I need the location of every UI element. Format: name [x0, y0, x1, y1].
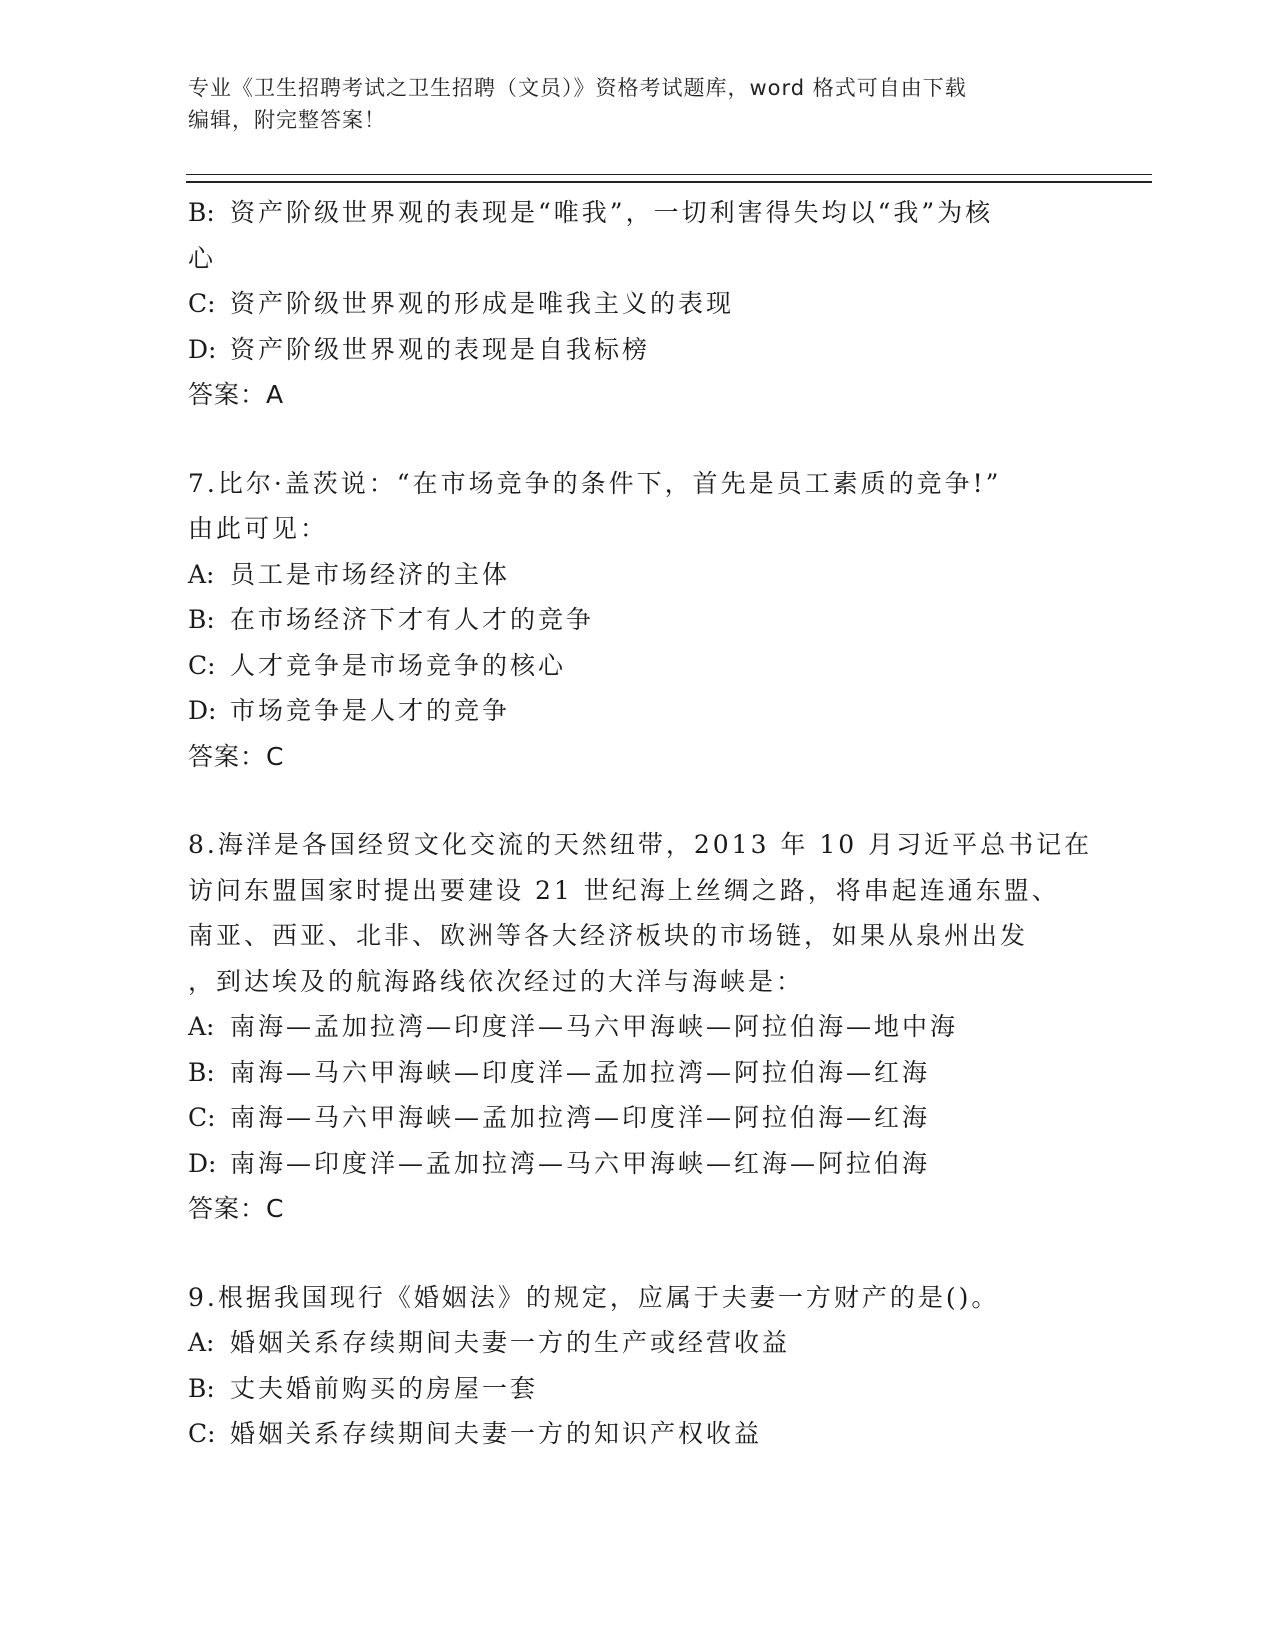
- option-text: 丈夫婚前购买的房屋一套: [230, 1373, 539, 1403]
- option-letter: B:: [188, 198, 215, 227]
- header-line-2: 编辑，附完整答案！: [188, 108, 386, 132]
- option-b: [188, 597, 1088, 643]
- option-b: [188, 1050, 1088, 1096]
- option-a: [188, 1004, 1088, 1050]
- option-letter: B:: [188, 605, 215, 634]
- option-letter: D:: [188, 334, 217, 364]
- option-text: 婚姻关系存续期间夫妻一方的知识产权收益: [230, 1419, 763, 1448]
- option-letter: C:: [188, 650, 216, 680]
- option-text: 人才竞争是市场竞争的核心: [230, 650, 567, 680]
- option-c: [188, 643, 1088, 689]
- option-c: [188, 1095, 1088, 1141]
- option-c: [188, 1411, 1088, 1457]
- option-text: 南海—马六甲海峡—孟加拉湾—印度洋—阿拉伯海—红海: [230, 1103, 931, 1132]
- header-line-1: 专业《卫生招聘考试之卫生招聘（文员）》资格考试题库，word 格式可自由下载: [188, 76, 967, 100]
- question-8-block: [188, 822, 1093, 1232]
- option-letter: A:: [188, 1012, 215, 1041]
- option-letter: C:: [188, 1103, 216, 1132]
- option-letter: B:: [188, 1373, 215, 1403]
- header-rule-thick: [186, 181, 1152, 183]
- option-c: [188, 281, 1088, 327]
- option-letter: C:: [188, 289, 216, 318]
- question-9-block: [188, 1275, 1088, 1457]
- option-letter: B:: [188, 1057, 215, 1087]
- page-header: [188, 72, 1068, 136]
- option-b: [188, 1366, 1088, 1412]
- option-letter: D:: [188, 1148, 217, 1178]
- option-text: 南海—马六甲海峡—印度洋—孟加拉湾—阿拉伯海—红海: [230, 1057, 931, 1087]
- question-content: [188, 190, 1093, 1457]
- header-rule-thin: [186, 174, 1152, 175]
- answer: 答案：C: [188, 741, 285, 771]
- spacer: [188, 418, 1088, 461]
- option-d: [188, 327, 1088, 373]
- option-letter: A:: [188, 559, 215, 589]
- answer: 答案：A: [188, 380, 285, 409]
- option-text: 婚姻关系存续期间夫妻一方的生产或经营收益: [230, 1328, 791, 1357]
- option-text: 资产阶级世界观的表现是“唯我”，一切利害得失均以“我”为核: [230, 198, 994, 227]
- option-a: [188, 1320, 1088, 1366]
- question-stem: 由此可见：: [188, 514, 329, 543]
- question-stem: 南亚、西亚、北非、欧洲等各大经济板块的市场链，如果从泉州出发: [188, 921, 1029, 950]
- option-text: 南海—印度洋—孟加拉湾—马六甲海峡—红海—阿拉伯海: [230, 1148, 931, 1178]
- option-d: [188, 1141, 1088, 1187]
- spacer: [188, 779, 1088, 822]
- question-stem: 8.海洋是各国经贸文化交流的天然纽带，2013 年 10 月习近平总书记在: [188, 830, 1093, 859]
- option-text: 员工是市场经济的主体: [230, 559, 511, 589]
- option-letter: D:: [188, 696, 217, 725]
- option-text: 南海—孟加拉湾—印度洋—马六甲海峡—阿拉伯海—地中海: [230, 1012, 959, 1041]
- option-text: 资产阶级世界观的形成是唯我主义的表现: [230, 289, 735, 318]
- option-text: 在市场经济下才有人才的竞争: [230, 605, 595, 634]
- option-letter: C:: [188, 1419, 216, 1448]
- option-b-continuation: 心: [188, 243, 217, 273]
- option-d: [188, 688, 1088, 734]
- question-stem: 访问东盟国家时提出要建设 21 世纪海上丝绸之路，将串起连通东盟、: [188, 875, 1060, 905]
- question-stem: 9.根据我国现行《婚姻法》的规定，应属于夫妻一方财产的是()。: [188, 1282, 1000, 1312]
- option-text: 资产阶级世界观的表现是自我标榜: [230, 334, 651, 364]
- spacer: [188, 1232, 1088, 1275]
- option-a: [188, 552, 1088, 598]
- question-stem: ，到达埃及的航海路线依次经过的大洋与海峡是：: [188, 966, 805, 996]
- answer: 答案：C: [188, 1194, 285, 1223]
- option-text: 市场竞争是人才的竞争: [230, 696, 511, 725]
- option-b: [188, 190, 1088, 236]
- question-6-block: [188, 190, 1088, 418]
- question-7-block: [188, 461, 1088, 780]
- question-stem: 7.比尔·盖茨说：“在市场竞争的条件下，首先是员工素质的竞争!”: [188, 468, 1002, 498]
- option-letter: A:: [188, 1328, 215, 1357]
